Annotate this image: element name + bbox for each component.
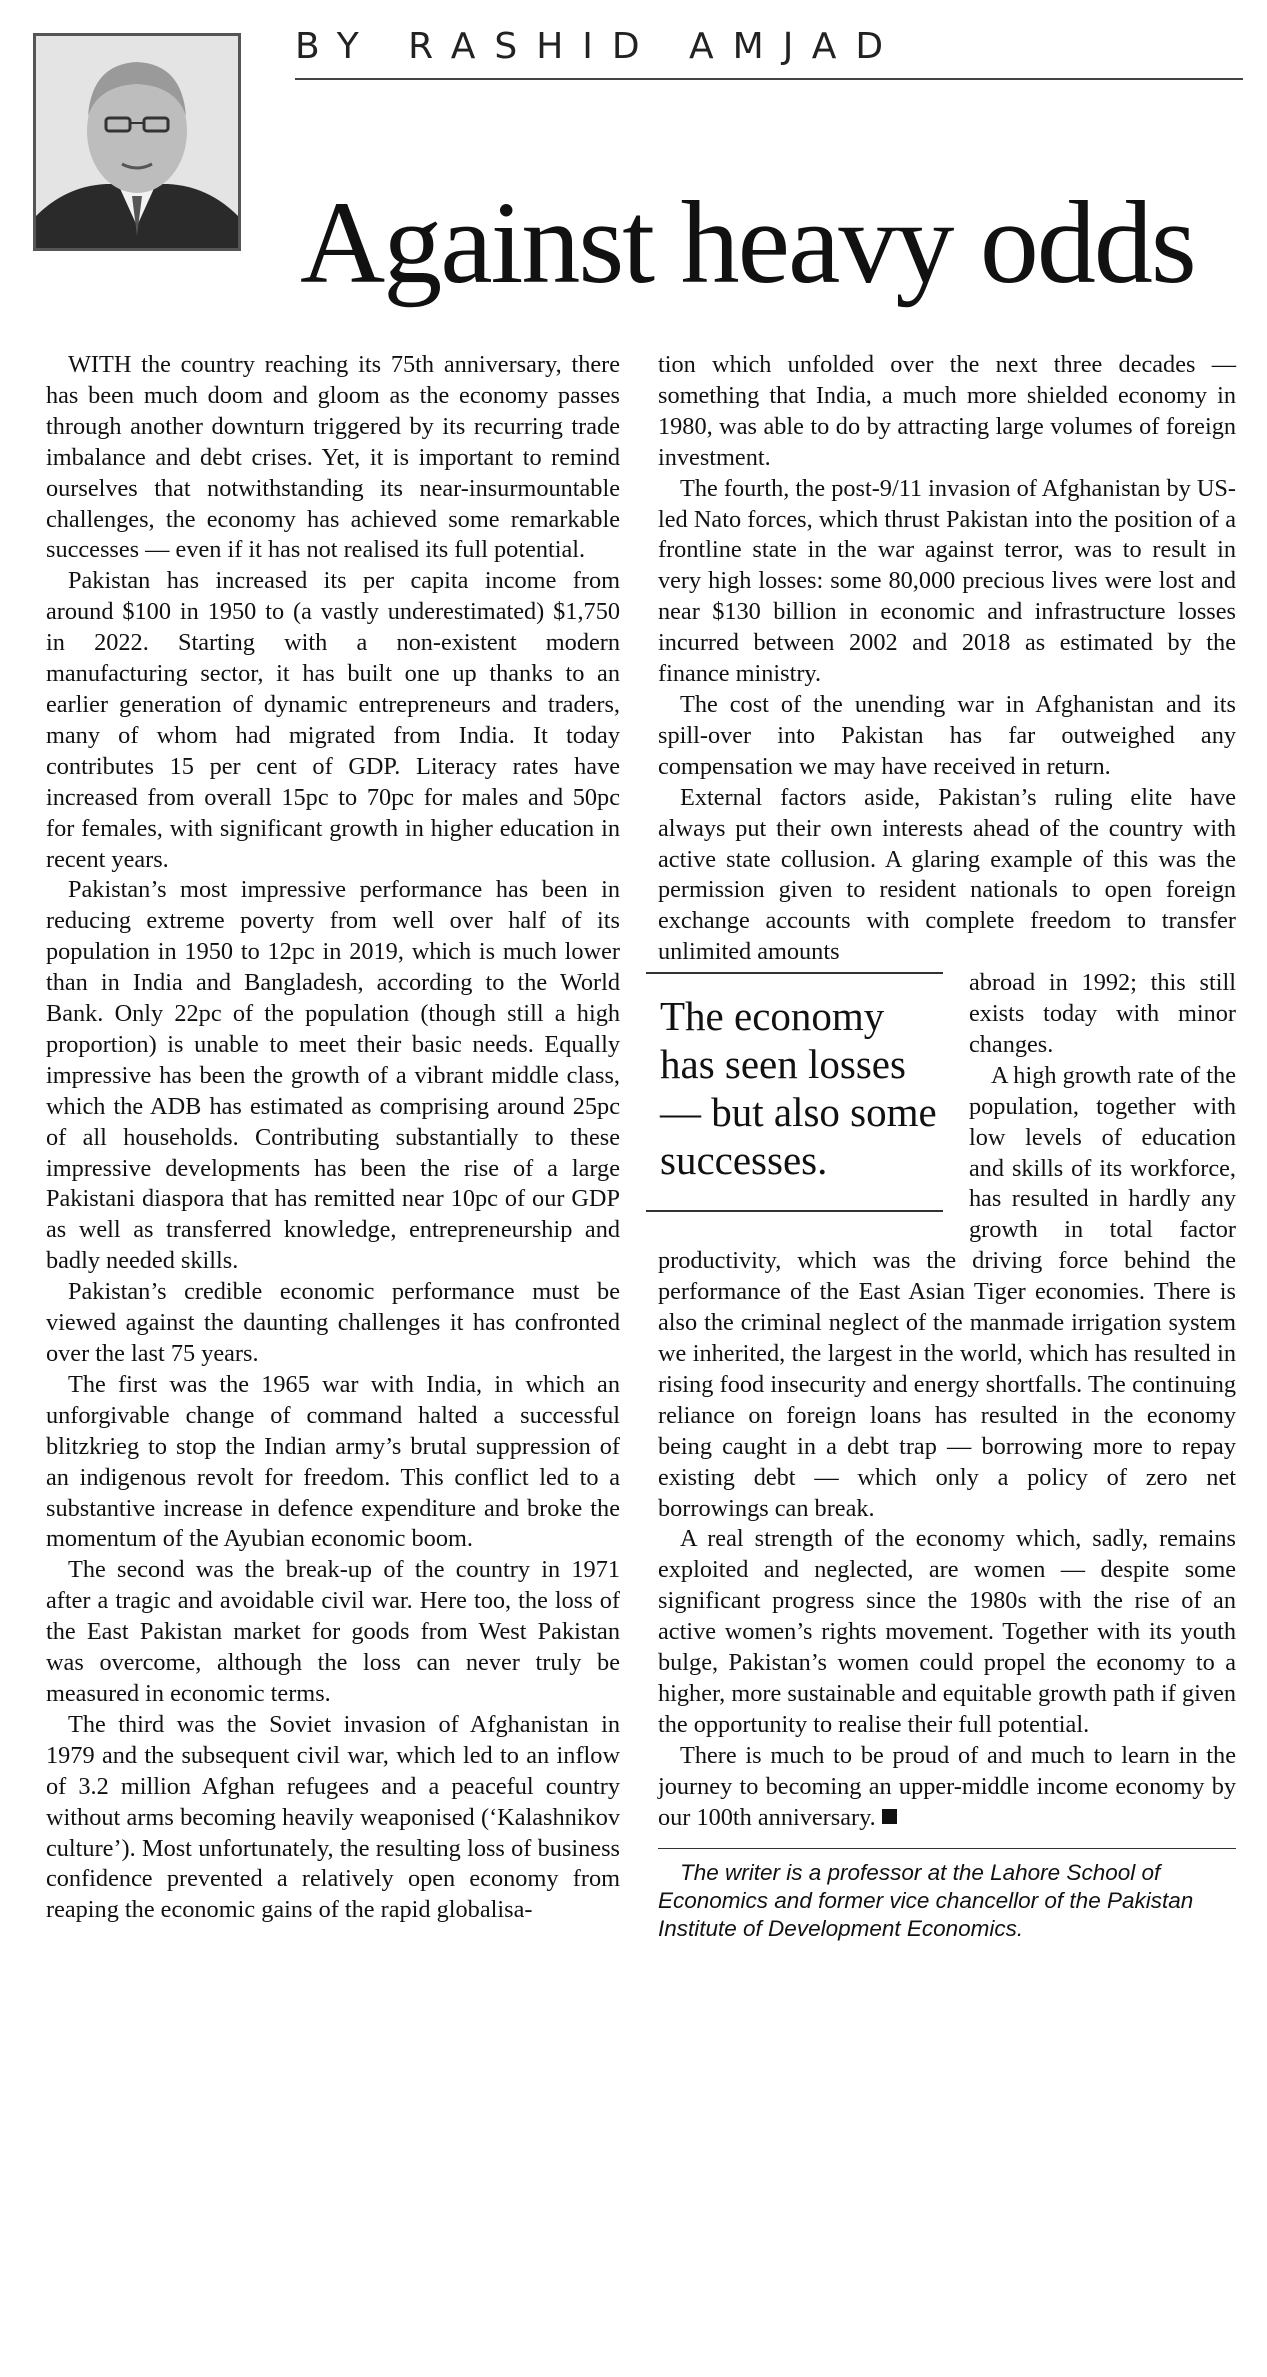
author-portrait-image	[36, 36, 238, 248]
paragraph	[658, 1741, 1236, 1834]
footnote-rule	[658, 1848, 1236, 1849]
paragraph: abroad in 1992; this still exists today with minor changes.	[969, 969, 1236, 1058]
paragraph: The first was the 1965 war with India, in which an unforgivable change of command halted a successful blitzkrieg to stop the Indian army’s brutal suppression of an indigenous revolt for freedom. This conflict led to a substantive increase in defence expenditure and broke the momentum of the Ayubian economic boom.	[46, 1370, 620, 1553]
paragraph: A real strength of the economy which, sadly, remains exploited and neglected, are women — despite some significant progress since the 1980s with the rise of an active women’s rights movement. Together with its youth bulge, Pakistan’s women could propel the economy to a higher, more sustainable and equitable growth path if given the opportunity to realise their full potential.	[658, 1525, 1236, 1738]
article-column-right	[658, 350, 1236, 1943]
paragraph: External factors aside, Pakistan’s ruling elite have always put their own interests ahead of the country with active state collusion. A glaring example of this was the permission given to resident nationals to open foreign exchange accounts with complete freedom to transfer unlimited amounts	[658, 783, 1236, 966]
article-headline: Against heavy odds	[300, 177, 1195, 308]
header-rule	[295, 78, 1243, 80]
author-portrait	[33, 33, 241, 251]
end-mark-icon	[882, 1809, 897, 1824]
closing-paragraph-text: There is much to be proud of and much to learn in the journey to becoming an upper-middle income economy by our 100th anniversary.	[658, 1741, 1236, 1831]
author-footnote: The writer is a professor at the Lahore School of Economics and former vice chancellor of the Pakistan Institute of Development Economics.	[658, 1859, 1194, 1941]
paragraph: The fourth, the post-9/11 invasion of Afghanistan by US-led Nato forces, which thrust Pakistan into the position of a frontline state in the war against terror, was to result in very high losses: some 80,000 precious lives were lost and near $130 billion in economic and infrastructure losses incurred between 2002 and 2018 as estimated by the finance ministry.	[658, 474, 1236, 688]
pull-quote-text: The economy has seen losses — but also some successes.	[660, 993, 937, 1184]
article-column-left	[46, 350, 620, 1926]
pull-quote	[646, 972, 943, 1212]
paragraph: WITH the country reaching its 75th anniversary, there has been much doom and gloom as the economy passes through another downturn triggered by its recurring trade imbalance and debt crises. Yet, it is important to remind ourselves that notwithstanding its near-insurmountable challenges, the economy has achieved some remarkable successes — even if it has not realised its full potential.	[46, 351, 620, 564]
paragraph: Pakistan’s credible economic performance must be viewed against the daunting challenges it has confronted over the last 75 years.	[46, 1278, 620, 1367]
paragraph: tion which unfolded over the next three decades — something that India, a much more shielded economy in 1980, was able to do by attracting large volumes of foreign investment.	[658, 351, 1236, 471]
paragraph: A high growth rate of the population, together with low levels of education and skills of its workforce, has resulted in hardly any growth in total factor productivity, which was the driving force behind the performance of the East Asian Tiger economies. There is also the criminal neglect of the manmade irrigation system we inherited, the largest in the world, which has resulted in rising food insecurity and energy shortfalls. The continuing reliance on foreign loans has resulted in the economy being caught in a debt trap — borrowing more to repay existing debt — which only a policy of zero net borrowings can break.	[658, 1061, 1236, 1522]
paragraph: Pakistan’s most impressive performance has been in reducing extreme poverty from well over half of its population in 1950 to 12pc in 2019, which is much lower than in India and Bangladesh, according to the World Bank. Only 22pc of the population (though still a high proportion) is unable to meet their basic needs. Equally impressive has been the growth of a vibrant middle class, which the ADB has estimated as comprising around 25pc of all households. Contributing substantially to these impressive developments has been the rise of a large Pakistani diaspora that has remitted near 10pc of our GDP as well as transferred knowledge, entrepreneurship and badly needed skills.	[46, 876, 620, 1275]
paragraph: Pakistan has increased its per capita income from around $100 in 1950 to (a vastly underestimated) $1,750 in 2022. Starting with a non-existent modern manufacturing sector, it has built one up thanks to an earlier generation of dynamic entrepreneurs and traders, many of whom had migrated from India. It today contributes 15 per cent of GDP. Literacy rates have increased from overall 15pc to 70pc for males and 50pc for females, with significant growth in higher education in recent years.	[46, 567, 620, 873]
author-byline: BY RASHID AMJAD	[295, 26, 903, 67]
paragraph: The second was the break-up of the country in 1971 after a tragic and avoidable civil war. Here too, the loss of the East Pakistan market for goods from West Pakistan was overcome, although the loss can never truly be measured in economic terms.	[46, 1556, 620, 1707]
paragraph: The third was the Soviet invasion of Afghanistan in 1979 and the subsequent civil war, which led to an inflow of 3.2 million Afghan refugees and a peaceful country without arms becoming heavily weaponised (‘Kalashnikov culture’). Most unfortunately, the resulting loss of business confidence prevented a relatively open economy from reaping the economic gains of the rapid globalisa-	[46, 1710, 620, 1924]
paragraph: The cost of the unending war in Afghanistan and its spill-over into Pakistan has far outweighed any compensation we may have received in return.	[658, 690, 1236, 780]
